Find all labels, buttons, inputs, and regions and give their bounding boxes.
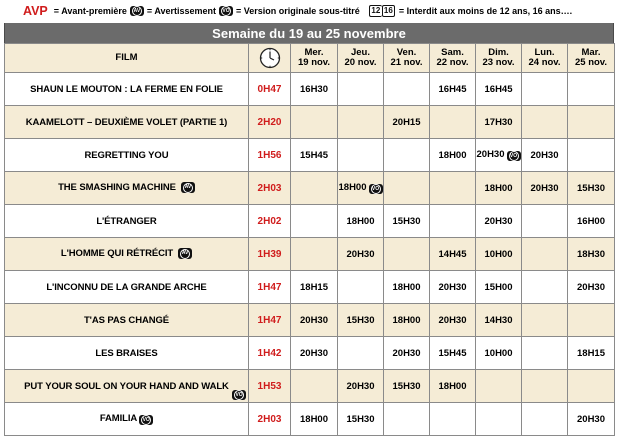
showtime-cell	[291, 238, 338, 271]
film-title: REGRETTING YOU	[5, 139, 249, 172]
showtime-cell: 10H00	[476, 337, 522, 370]
film-row	[5, 337, 615, 370]
av-text: = Avertissement	[146, 6, 217, 16]
showtime-cell: 18H15	[291, 271, 338, 304]
showtime-cell: 20H30	[522, 172, 568, 205]
film-row	[5, 73, 615, 106]
showtime-cell	[384, 139, 430, 172]
film-duration: 2H20	[249, 106, 291, 139]
showtime-cell: 20H30	[291, 304, 338, 337]
showtime-cell: 10H00	[476, 238, 522, 271]
showtime-cell	[568, 370, 615, 403]
showtime-cell: 18H00	[430, 139, 476, 172]
vo-text: = Version originale sous-titré	[236, 6, 360, 16]
showtime-cell	[338, 139, 384, 172]
showtime-cell: 17H30	[476, 106, 522, 139]
showtime-cell: 20H30	[430, 271, 476, 304]
showtime-cell: 14H45	[430, 238, 476, 271]
schedule-table	[4, 43, 615, 436]
showtime-cell: 15H45	[291, 139, 338, 172]
showtime-cell: 15H45	[430, 337, 476, 370]
duration-header	[249, 44, 291, 73]
showtime-cell: 15H30	[384, 370, 430, 403]
week-banner: Semaine du 19 au 25 novembre	[4, 23, 614, 43]
showtime-cell	[522, 337, 568, 370]
avp-text: = Avant-première	[53, 6, 127, 16]
showtime-cell: 18H00	[384, 304, 430, 337]
showtime-cell	[522, 73, 568, 106]
film-duration: 2H02	[249, 205, 291, 238]
showtime-cell	[568, 304, 615, 337]
showtime-cell: 20H30	[568, 403, 615, 436]
showtime-cell	[430, 172, 476, 205]
showtime-cell	[384, 238, 430, 271]
film-row	[5, 370, 615, 403]
showtime-cell	[384, 172, 430, 205]
film-duration: 1H53	[249, 370, 291, 403]
showtime-cell: 16H30	[291, 73, 338, 106]
clock-icon	[259, 47, 281, 69]
showtime-cell	[291, 370, 338, 403]
day-header-lun: Lun. 24 nov.	[522, 44, 568, 73]
film-row	[5, 172, 615, 205]
age-12-icon: 12	[369, 5, 382, 17]
film-row	[5, 403, 615, 436]
showtime-cell: 15H30	[338, 304, 384, 337]
film-title: L'HOMME QUI RÉTRÉCIT AV	[5, 238, 249, 271]
day-header-ven: Ven. 21 nov.	[384, 44, 430, 73]
film-title: LES BRAISES	[5, 337, 249, 370]
film-duration: 1H56	[249, 139, 291, 172]
film-row	[5, 271, 615, 304]
showtime-cell: 20H30	[338, 238, 384, 271]
showtime-cell: 16H45	[476, 73, 522, 106]
showtime-cell	[338, 337, 384, 370]
showtime-cell	[522, 271, 568, 304]
showtime-cell	[291, 172, 338, 205]
showtime-cell: 15H30	[338, 403, 384, 436]
film-duration: 1H39	[249, 238, 291, 271]
day-header-mer: Mer. 19 nov.	[291, 44, 338, 73]
film-title: PUT YOUR SOUL ON YOUR HAND AND WALK VO	[5, 370, 249, 403]
film-header: FILM	[5, 44, 249, 73]
showtime-cell: 20H30	[430, 304, 476, 337]
film-duration: 2H03	[249, 172, 291, 205]
vo-badge-icon: VO	[139, 415, 153, 425]
showtime-cell: 15H30	[568, 172, 615, 205]
film-row	[5, 205, 615, 238]
vo-badge-icon: VO	[219, 6, 233, 16]
showtime-cell	[568, 106, 615, 139]
showtime-cell: 20H30	[568, 271, 615, 304]
showtime-cell	[430, 205, 476, 238]
showtime-cell: 15H00	[476, 271, 522, 304]
film-title: THE SMASHING MACHINE AV	[5, 172, 249, 205]
film-row	[5, 238, 615, 271]
showtime-cell	[522, 304, 568, 337]
showtime-cell: 20H15	[384, 106, 430, 139]
film-row	[5, 304, 615, 337]
film-title: KAAMELOTT – DEUXIÈME VOLET (PARTIE 1)	[5, 106, 249, 139]
showtime-cell	[476, 403, 522, 436]
day-header-jeu: Jeu. 20 nov.	[338, 44, 384, 73]
film-duration: 1H42	[249, 337, 291, 370]
showtime-cell	[430, 106, 476, 139]
showtime-cell	[522, 238, 568, 271]
age-16-icon: 16	[382, 5, 395, 17]
film-row	[5, 139, 615, 172]
showtime-cell: 18H00	[338, 205, 384, 238]
film-title: SHAUN LE MOUTON : LA FERME EN FOLIE	[5, 73, 249, 106]
showtime-cell	[384, 403, 430, 436]
avp-label: AVP	[23, 4, 48, 18]
showtime-cell	[568, 73, 615, 106]
header-row	[5, 44, 615, 73]
film-duration: 0H47	[249, 73, 291, 106]
showtime-cell: 20H30	[476, 205, 522, 238]
age-text: = Interdit aux moins de 12 ans, 16 ans….	[398, 6, 573, 16]
film-title: L'INCONNU DE LA GRANDE ARCHE	[5, 271, 249, 304]
film-duration: 1H47	[249, 304, 291, 337]
showtime-cell: 18H30	[568, 238, 615, 271]
showtime-cell: 20H30	[338, 370, 384, 403]
showtime-cell	[522, 403, 568, 436]
vo-badge-icon: VO	[507, 151, 521, 161]
showtime-cell: 20H30 VO	[476, 139, 522, 172]
showtime-cell	[568, 139, 615, 172]
showtime-cell: 20H30	[522, 139, 568, 172]
showtime-cell	[338, 73, 384, 106]
showtime-cell: 18H00	[291, 403, 338, 436]
showtime-cell	[338, 106, 384, 139]
showtime-cell	[522, 370, 568, 403]
vo-badge-icon: VO	[369, 184, 383, 194]
showtime-cell: 14H30	[476, 304, 522, 337]
showtime-cell	[384, 73, 430, 106]
vo-badge-icon: VO	[232, 390, 246, 400]
showtime-cell: 15H30	[384, 205, 430, 238]
age-rating-icons	[369, 5, 395, 17]
film-duration: 2H03	[249, 403, 291, 436]
showtime-cell	[291, 205, 338, 238]
showtime-cell	[522, 205, 568, 238]
showtime-cell	[476, 370, 522, 403]
showtime-cell: 18H15	[568, 337, 615, 370]
film-duration: 1H47	[249, 271, 291, 304]
day-header-dim: Dim. 23 nov.	[476, 44, 522, 73]
day-header-sam: Sam. 22 nov.	[430, 44, 476, 73]
av-badge-icon: AV	[130, 6, 144, 16]
showtime-cell	[430, 403, 476, 436]
day-header-mar: Mar. 25 nov.	[568, 44, 615, 73]
showtime-cell	[522, 106, 568, 139]
film-title: FAMILIA VO	[5, 403, 249, 436]
showtime-cell: 16H00	[568, 205, 615, 238]
showtime-cell: 18H00	[476, 172, 522, 205]
showtime-cell: 20H30	[384, 337, 430, 370]
showtime-cell: 18H00	[384, 271, 430, 304]
legend	[0, 0, 620, 22]
showtime-cell	[338, 271, 384, 304]
film-title: T'AS PAS CHANGÉ	[5, 304, 249, 337]
showtime-cell	[291, 106, 338, 139]
showtime-cell: 18H00 VO	[338, 172, 384, 205]
showtime-cell: 16H45	[430, 73, 476, 106]
showtime-cell: 18H00	[430, 370, 476, 403]
showtime-cell: 20H30	[291, 337, 338, 370]
av-badge-icon: AV	[178, 248, 192, 259]
film-title: L'ÉTRANGER	[5, 205, 249, 238]
film-row	[5, 106, 615, 139]
av-badge-icon: AV	[181, 182, 195, 193]
